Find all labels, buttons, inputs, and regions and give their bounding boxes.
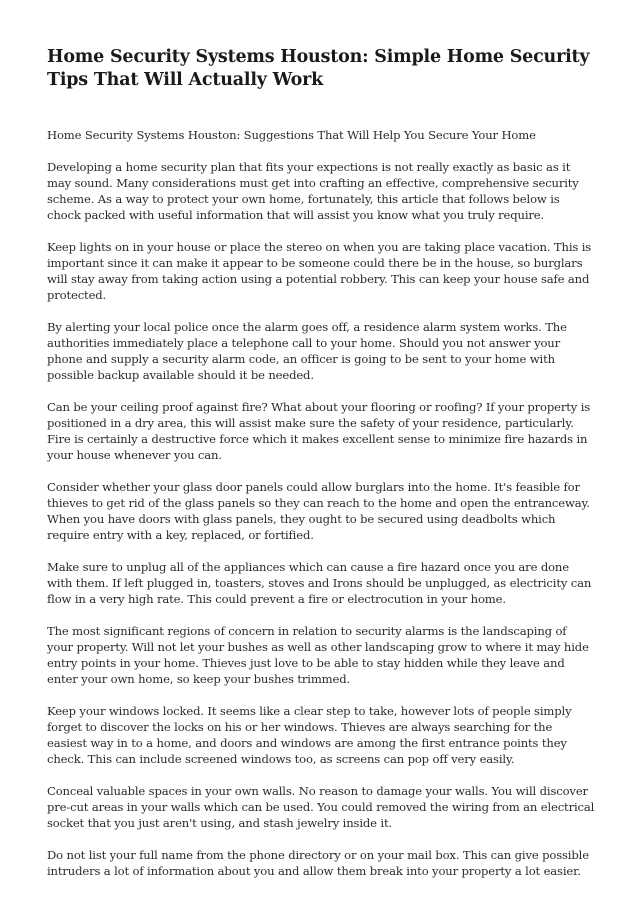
document-page (47, 46, 595, 895)
paragraph: The most significant regions of concern in relation to security alarms is the landscaping of your property. Will not let your bushes as well as other landscaping grow to where it may hide entry points in your home. Thieves just love to be able to stay hidden while they leave and enter your own home, so keep your bushes trimmed. (47, 624, 589, 686)
paragraph: Keep lights on in your house or place the stereo on when you are taking place vacation. This is important since it can make it appear to be someone could there be in the house, so burglars will stay away from taking action using a potential robbery. This can keep your house safe and protected. (47, 240, 592, 302)
paragraph: Make sure to unplug all of the appliances which can cause a fire hazard once you are done with them. If left plugged in, toasters, stoves and Irons should be unplugged, as electricity can flow in a very high rate. This could prevent a fire or electrocution in your home. (47, 560, 592, 606)
document-title: Home Security Systems Houston: Simple Home Security Tips That Will Actually Work (47, 47, 590, 90)
paragraph: Consider whether your glass door panels could allow burglars into the home. It's feasible for thieves to get rid of the glass panels so they can reach to the home and open the entranceway. When you have doors with glass panels, they ought to be secured using deadbolts which require entry with a key, replaced, or fortified. (47, 480, 590, 542)
paragraph: Keep your windows locked. It seems like a clear step to take, however lots of people simply forget to discover the locks on his or her windows. Thieves are always searching for the easiest way in to a home, and doors and windows are among the first entrance points they check. This can include screened windows too, as screens can pop off very easily. (47, 704, 572, 766)
paragraph: By alerting your local police once the alarm goes off, a residence alarm system works. The authorities immediately place a telephone call to your home. Should you not answer your phone and supply a security alarm code, an officer is going to be sent to your home with possible backup available should it be needed. (47, 320, 567, 382)
paragraph: Do not list your full name from the phone directory or on your mail box. This can give possible intruders a lot of information about you and allow them break into your property a lot easier. (47, 848, 589, 878)
document-subtitle: Home Security Systems Houston: Suggestions That Will Help You Secure Your Home (47, 128, 536, 142)
paragraph: Can be your ceiling proof against fire? What about your flooring or roofing? If your property is positioned in a dry area, this will assist make sure the safety of your residence, particularly. Fire is certainly a destructive force which it makes excellent sense to minimize fire hazards in your house whenever you can. (47, 400, 591, 462)
paragraph: Conceal valuable spaces in your own walls. No reason to damage your walls. You will discover pre-cut areas in your walls which can be used. You could removed the wiring from an electrical socket that you just aren't using, and stash jewelry inside it. (47, 784, 595, 830)
paragraph: Developing a home security plan that fits your expections is not really exactly as basic as it may sound. Many considerations must get into crafting an effective, comprehensive security scheme. As a way to protect your own home, fortunately, this article that follows below is chock packed with useful information that will assist you know what you truly require. (47, 160, 579, 222)
